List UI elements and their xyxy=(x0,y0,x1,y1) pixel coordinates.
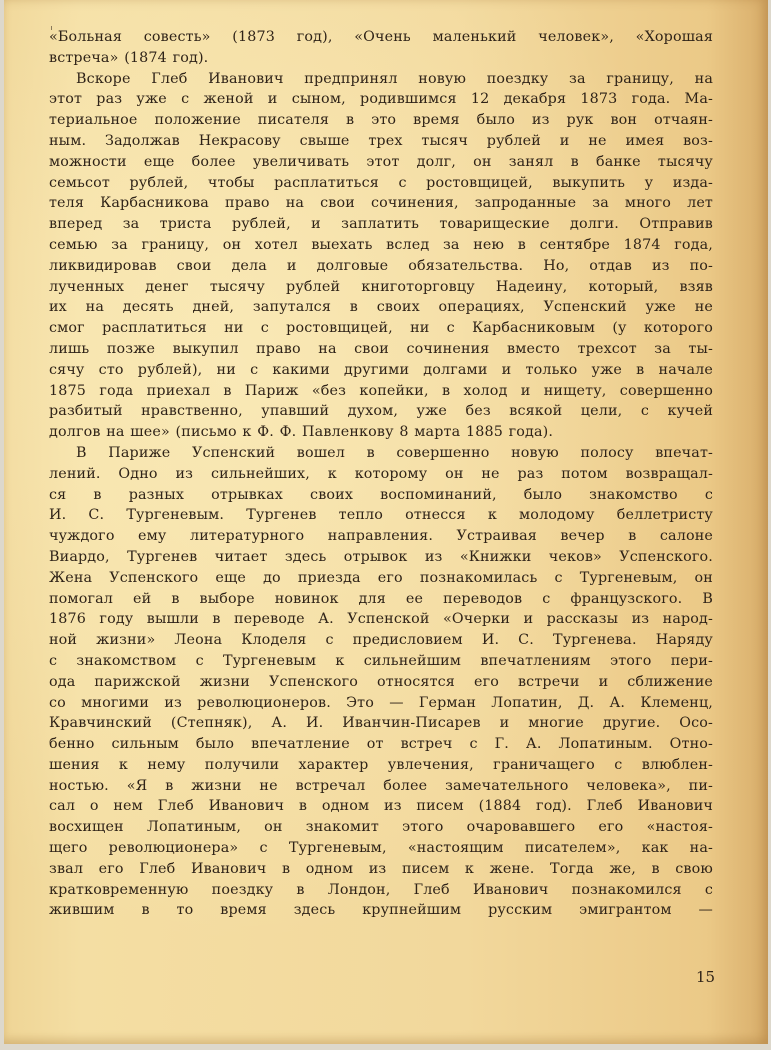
text-line: звал его Глеб Иванович в одном из писем к жене. Тогда же, в свою xyxy=(49,860,713,877)
text-line: долгов на шее» (письмо к Ф. Ф. Павленкову 8 марта 1885 года). xyxy=(49,424,554,441)
paragraph-start-line: Вскоре Глеб Иванович предпринял новую поездку за границу, на xyxy=(76,70,713,87)
text-line: ной жизни» Леона Клоделя с предисловием И. С. Тургенева. Наряду xyxy=(49,632,713,649)
text-line: этот раз уже с женой и сыном, родившимся 12 декабря 1873 года. Ма- xyxy=(49,91,713,108)
text-line: встреча» (1874 год). xyxy=(49,49,209,66)
text-line: ся в разных отрывках своих воспоминаний, было знакомство с xyxy=(49,486,713,503)
text-line: кратковременную поездку в Лондон, Глеб Иванович познакомился с xyxy=(49,881,713,898)
text-line: Кравчинский (Степняк), А. И. Иванчин-Писарев и многие другие. Осо- xyxy=(49,715,713,732)
text-line: со многими из революционеров. Это — Герман Лопатин, Д. А. Клеменц, xyxy=(49,694,713,711)
paragraph-start-line: В Париже Успенский вошел в совершенно новую полосу впечат- xyxy=(76,444,713,461)
text-line: их на десять дней, запутался в своих операциях, Успенский уже не xyxy=(49,299,713,316)
text-line: ода парижской жизни Успенского относятся его встречи и сближение xyxy=(49,673,713,690)
text-line: можности еще более увеличивать этот долг, он занял в банке тысячу xyxy=(49,153,713,170)
text-line: помогал ей в выборе новинок для ее переводов с французского. В xyxy=(49,590,713,607)
text-line: вперед за триста рублей, и заплатить товарищеские долги. Отправив xyxy=(49,216,713,233)
text-line: «Больная совесть» (1873 год), «Очень маленький человек», «Хорошая xyxy=(49,29,713,45)
text-line: теля Карбасникова право на свои сочинения, запроданные за много лет xyxy=(49,195,713,212)
text-line: смог расплатиться ни с ростовщицей, ни с Карбасниковым (у которого xyxy=(49,320,713,337)
text-line: ликвидировав свои дела и долговые обязательства. Но, отдав из по- xyxy=(49,257,713,274)
text-line: семьсот рублей, чтобы расплатиться с ростовщицей, выкупить у изда- xyxy=(49,174,713,191)
text-line: лишь позже выкупил право на свои сочинения вместо трехсот за ты- xyxy=(49,340,713,357)
text-line: ным. Задолжав Некрасову свыше трех тысяч рублей и не имея воз- xyxy=(49,132,713,149)
text-line: териальное положение писателя в это время было из рук вон отчаян- xyxy=(49,112,713,129)
book-page xyxy=(4,0,768,1044)
text-line: 1876 году вышли в переводе А. Успенской «Очерки и рассказы из народ- xyxy=(49,611,713,628)
text-line: жившим в то время здесь крупнейшим русским эмигрантом — xyxy=(49,902,713,919)
text-line: разбитый нравственно, упавший духом, уже без всякой цели, с кучей xyxy=(49,403,713,420)
text-line: сал о нем Глеб Иванович в одном из писем (1884 год). Глеб Иванович xyxy=(49,798,713,815)
text-line: лученных денег тысячу рублей книготорговцу Надеину, который, взяв xyxy=(49,278,713,295)
page-number: 15 xyxy=(696,968,716,986)
text-line: Виардо, Тургенев читает здесь отрывок из «Книжки чеков» Успенского. xyxy=(49,548,713,565)
text-line: Жена Успенского еще до приезда его познакомилась с Тургеневым, он xyxy=(49,569,713,586)
text-line: с знакомством с Тургеневым к сильнейшим впечатлениям этого пери- xyxy=(49,652,713,669)
text-line: шения к нему получили характер увлечения, граничащего с влюблен- xyxy=(49,756,713,773)
text-line: восхищен Лопатиным, он знакомит этого очаровавшего его «настоя- xyxy=(49,819,713,836)
text-line: ностью. «Я в жизни не встречал более замечательного человека», пи- xyxy=(49,777,713,794)
text-line: чуждого ему литературного направления. Устраивая вечер в салоне xyxy=(49,528,713,545)
text-line: щего революционера» с Тургеневым, «настоящим писателем», как на- xyxy=(49,840,713,857)
text-line: 1875 года приехал в Париж «без копейки, в холод и нищету, совершенно xyxy=(49,382,713,399)
text-line: сячу сто рублей), ни с какими другими долгами и только уже в начале xyxy=(49,361,713,378)
text-line: бенно сильным было впечатление от встреч с Г. А. Лопатиным. Отно- xyxy=(49,736,713,753)
body-text xyxy=(49,27,713,921)
text-line: лений. Одно из сильнейших, к которому он не раз потом возвращал- xyxy=(49,465,713,482)
text-line: семью за границу, он хотел выехать вслед за нею в сентябре 1874 года, xyxy=(49,236,713,253)
text-line: И. С. Тургеневым. Тургенев тепло отнесся к молодому беллетристу xyxy=(49,507,713,524)
